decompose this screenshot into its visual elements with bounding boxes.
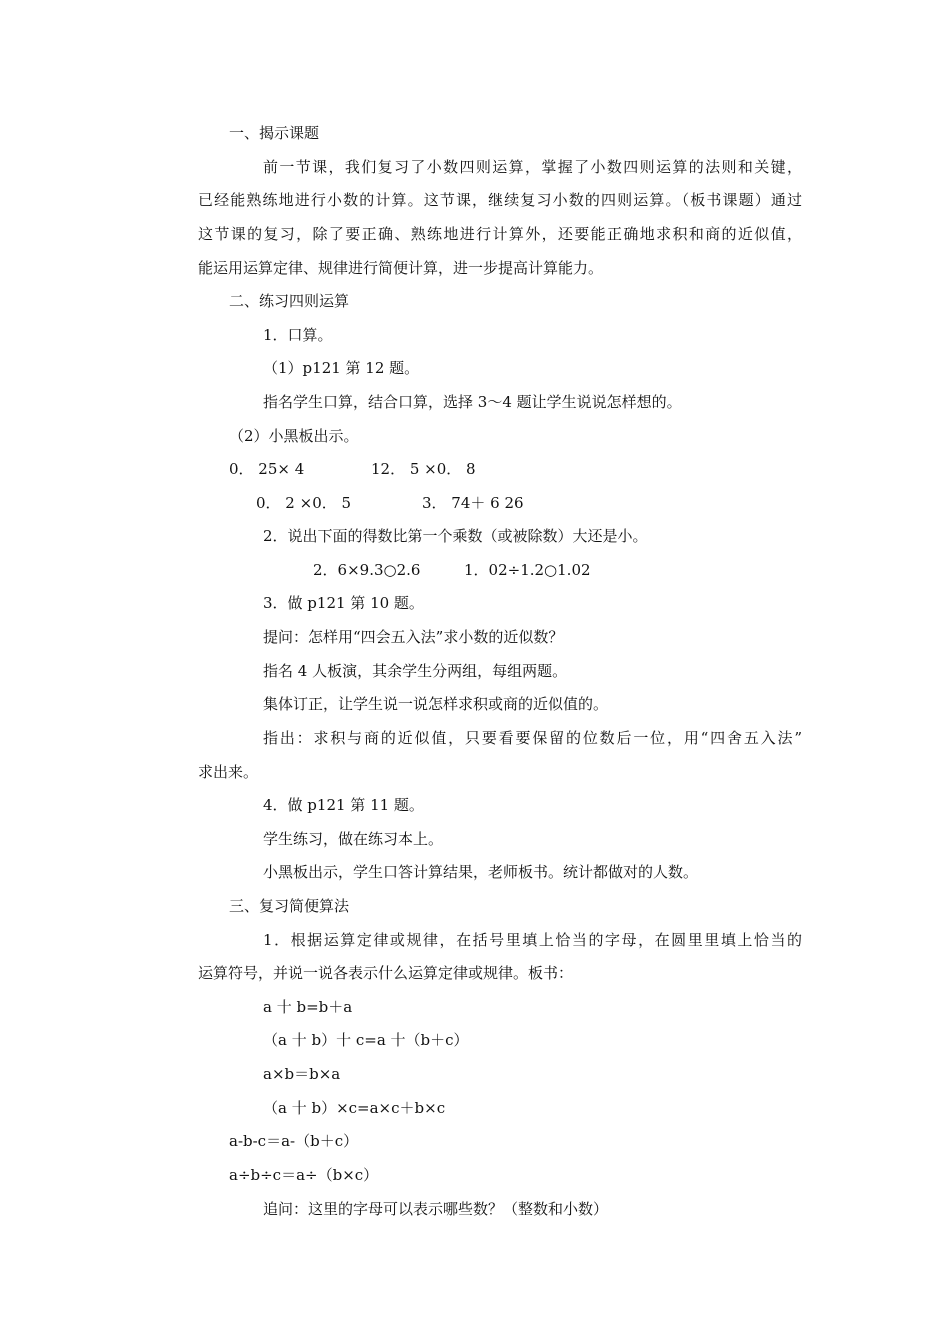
- item-1-1: （1）p121 第 12 题。: [263, 359, 420, 377]
- formula-2: （a 十 b）十 c=a 十（b＋c）: [263, 1031, 469, 1049]
- item-4-note-a: 学生练习，做在练习本上。: [263, 830, 444, 848]
- section-3-item-1-line-1: 1．根据运算定律或规律，在括号里填上恰当的字母，在圆里里填上恰当的: [263, 931, 802, 949]
- formula-4: （a 十 b）×c=a×c＋b×c: [263, 1099, 446, 1117]
- item-3-note-a: 指名 4 人板演，其余学生分两组，每组两题。: [263, 662, 568, 680]
- calc-b1: 0． 2 ×0． 5: [256, 494, 352, 512]
- item-4-note-b: 小黑板出示，学生口答计算结果，老师板书。统计都做对的人数。: [263, 863, 699, 881]
- item-3-question: 提问：怎样用“四会五入法”求小数的近似数？: [263, 628, 564, 646]
- item-3: 3．做 p121 第 10 题。: [263, 594, 424, 612]
- item-1-2: （2）小黑板出示。: [229, 427, 359, 445]
- section-1-title: 一、揭示课题: [229, 124, 320, 142]
- follow-up-question: 追问：这里的字母可以表示哪些数？（整数和小数）: [263, 1200, 609, 1218]
- formula-1: a 十 b=b＋a: [263, 998, 353, 1016]
- item-2-eq-1: 2．6×9.3○2.6: [313, 561, 421, 579]
- calc-b2: 3． 74＋ 6 26: [422, 494, 524, 512]
- section-3-title: 三、复习简便算法: [229, 897, 350, 915]
- calc-a2: 12． 5 ×0． 8: [371, 460, 476, 478]
- item-3-note-c-line-2: 求出来。: [198, 763, 259, 781]
- calc-a1: 0． 25× 4: [229, 460, 305, 478]
- item-3-note-b: 集体订正，让学生说一说怎样求积或商的近似值的。: [263, 695, 609, 713]
- paragraph-1-line-1: 前一节课，我们复习了小数四则运算，掌握了小数四则运算的法则和关键，: [263, 158, 802, 176]
- item-3-note-c-line-1: 指出：求积与商的近似值，只要看要保留的位数后一位，用“四舍五入法”: [263, 729, 802, 747]
- paragraph-1-line-4: 能运用运算定律、规律进行简便计算，进一步提高计算能力。: [198, 259, 604, 277]
- formula-6: a÷b÷c＝a÷（b×c）: [229, 1166, 379, 1184]
- section-2-title: 二、练习四则运算: [229, 292, 350, 310]
- paragraph-1-line-3: 这节课的复习，除了要正确、熟练地进行计算外，还要能正确地求积和商的近似值，: [198, 225, 802, 243]
- item-1-1-note: 指名学生口算，结合口算，选择 3～4 题让学生说说怎样想的。: [263, 393, 682, 411]
- item-1: 1．口算。: [263, 326, 333, 344]
- section-3-item-1-line-2: 运算符号，并说一说各表示什么运算定律或规律。板书：: [198, 964, 574, 982]
- formula-5: a-b-c＝a-（b＋c）: [229, 1132, 359, 1150]
- formula-3: a×b＝b×a: [263, 1065, 341, 1083]
- item-2: 2．说出下面的得数比第一个乘数（或被除数）大还是小。: [263, 527, 648, 545]
- paragraph-1-line-2: 已经能熟练地进行小数的计算。这节课，继续复习小数的四则运算。（板书课题）通过: [198, 191, 802, 209]
- item-4: 4．做 p121 第 11 题。: [263, 796, 424, 814]
- item-2-eq-2: 1．02÷1.2○1.02: [464, 561, 591, 579]
